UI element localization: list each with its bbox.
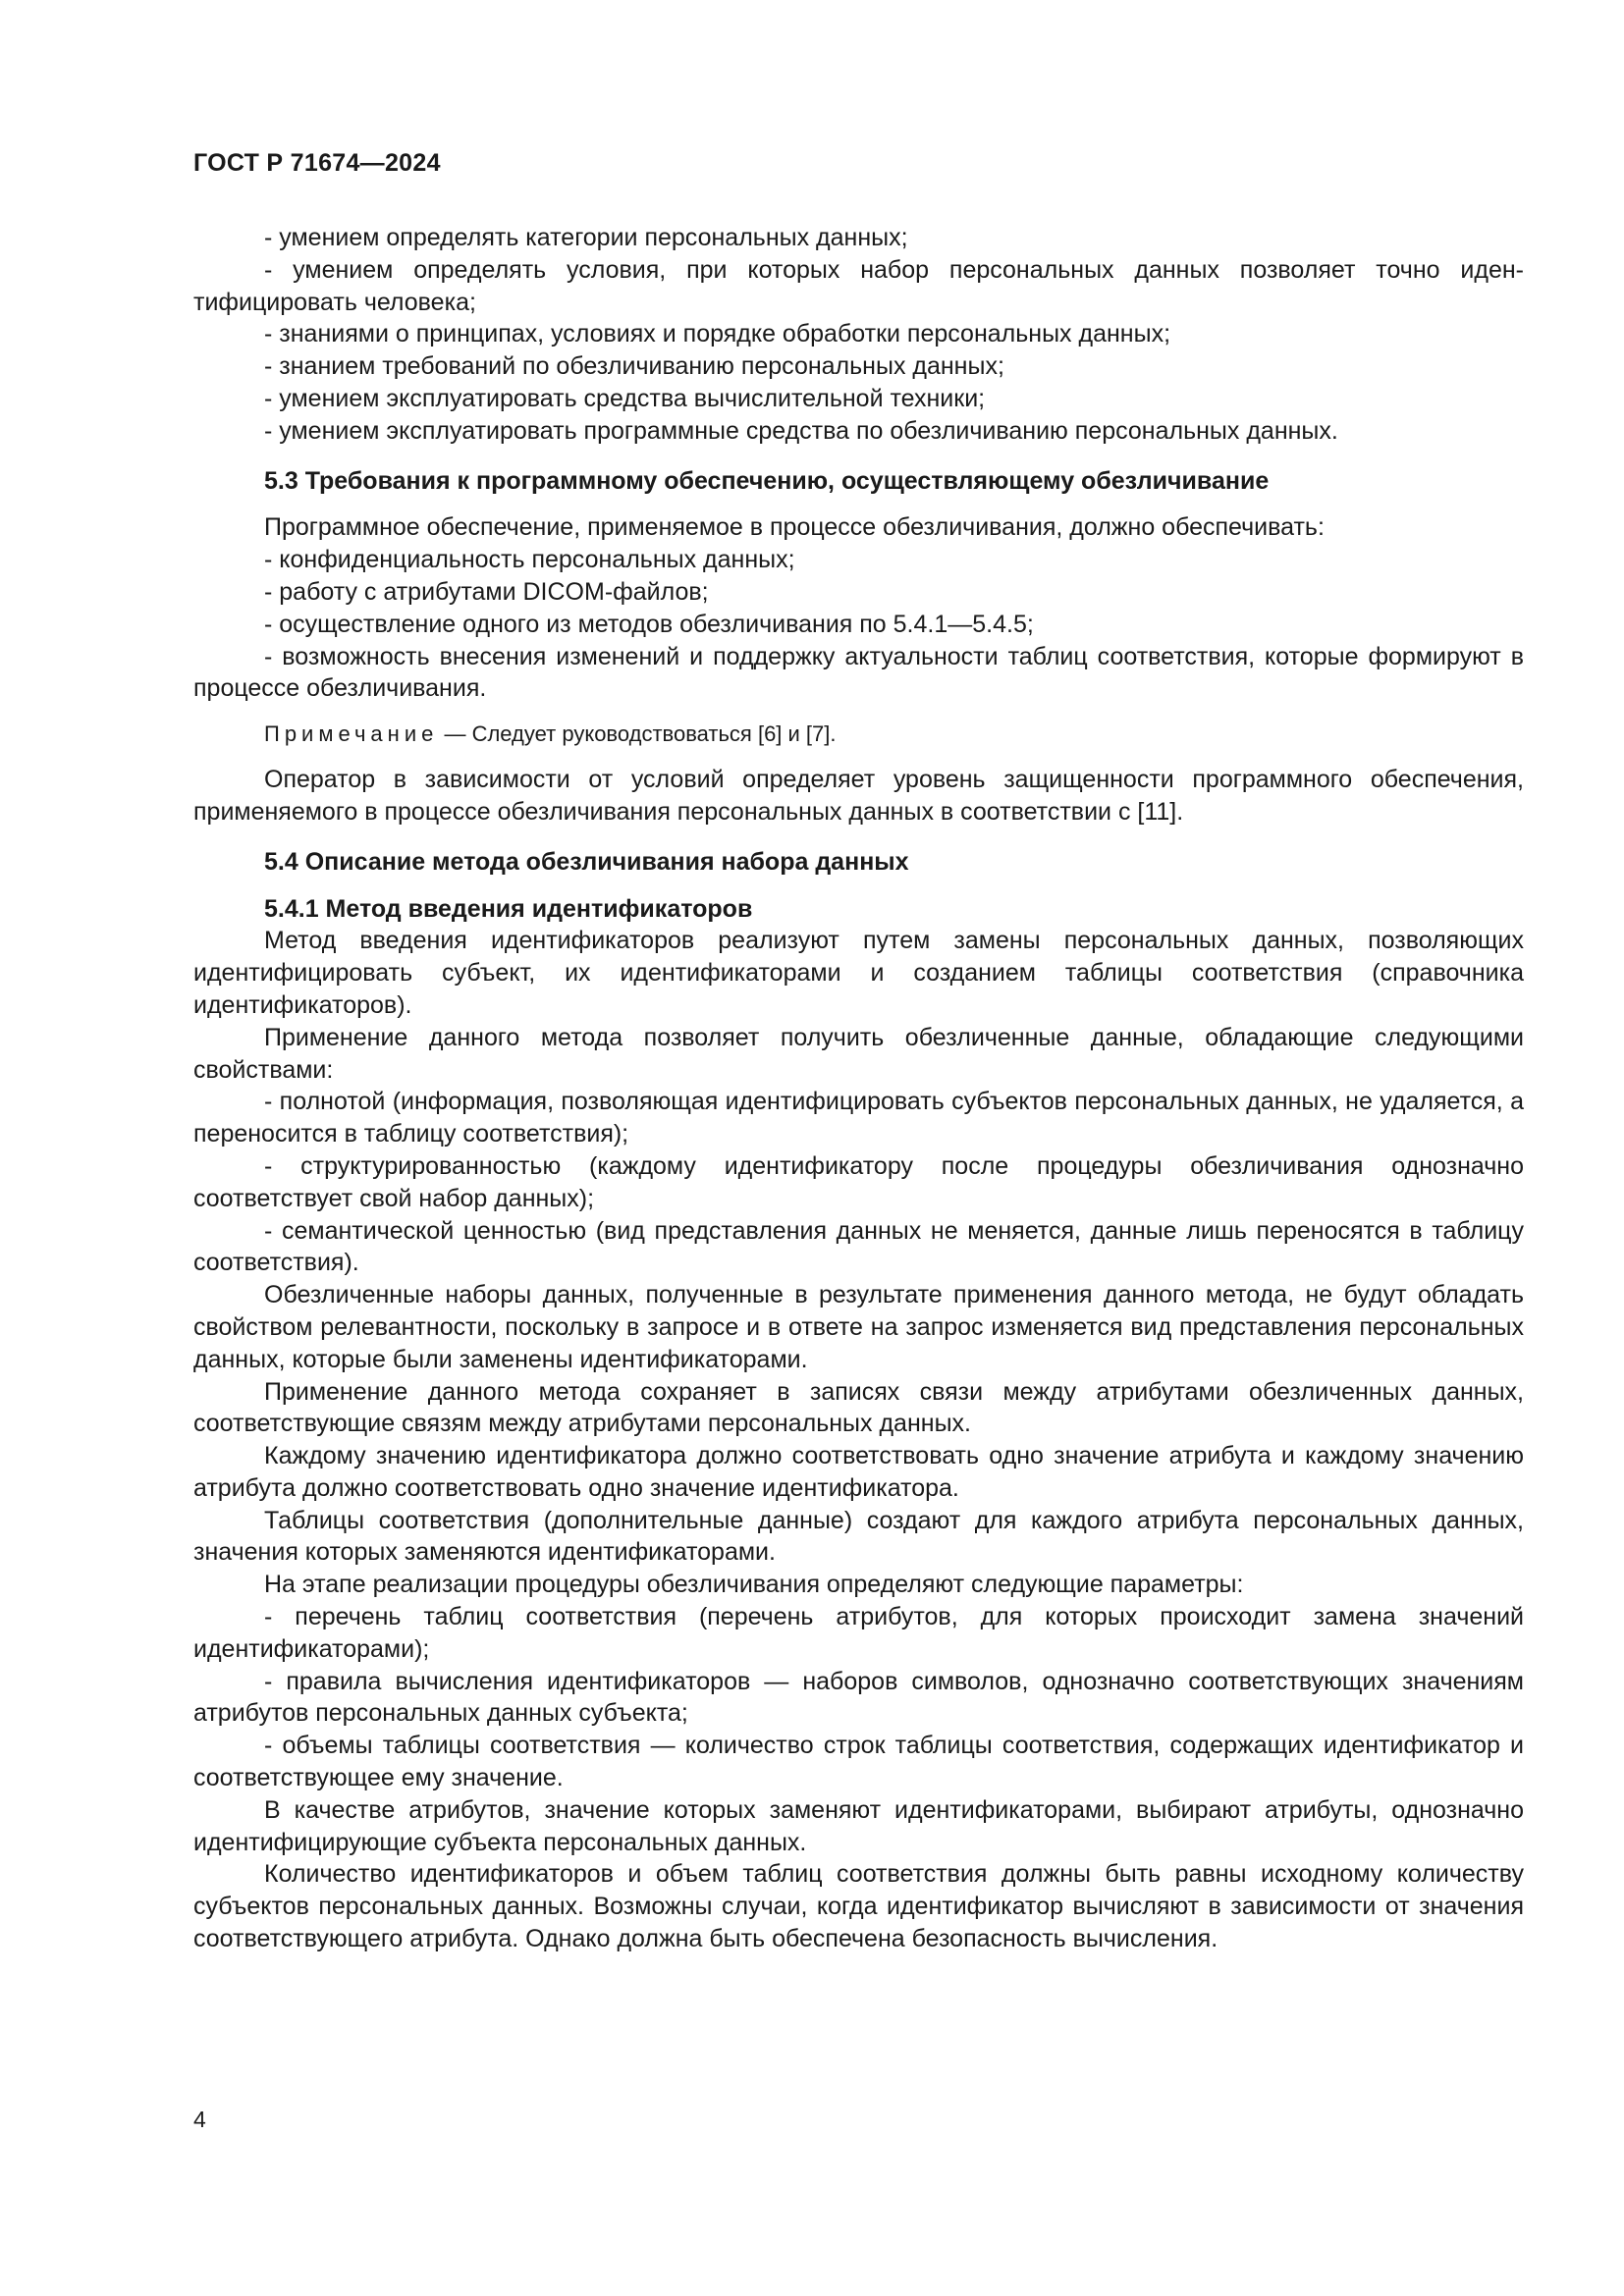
paragraph: Оператор в зависимости от условий определяет уровень защищенности программного обеспечения, применяемого в процессе обезличивания персональных данных в соответствии с [11]. [193, 766, 1524, 826]
note [193, 720, 1524, 749]
section-heading: 5.4 Описание метода обезличивания набора данных [264, 847, 909, 876]
list-item: - конфиденциальность персональных данных; [264, 546, 795, 574]
paragraph: Применение данного метода позволяет получить обезличенные данные, обладающие следующими свойствами: [193, 1023, 1524, 1084]
section-5-3 [193, 465, 1524, 828]
page-content [193, 222, 1524, 1955]
paragraph: В качестве атрибутов, значение которых заменяют идентификаторами, выбирают атрибуты, однозначно идентифицирующие субъекта персональных данных. [193, 1795, 1524, 1856]
note-text: — Следует руководствоваться [6] и [7]. [438, 721, 837, 747]
list-item: - работу с атрибутами DICOM-файлов; [264, 577, 709, 606]
list-item: - перечень таблиц соответствия (перечень атрибутов, для которых происходит замена значений идентификаторами); [193, 1603, 1524, 1663]
list-item: - правила вычисления идентификаторов — наборов символов, однозначно соответствующих значениям атрибутов персональных данных субъекта; [193, 1667, 1524, 1728]
page-number: 4 [193, 2107, 206, 2132]
subsection-heading: 5.4.1 Метод введения идентификаторов [264, 894, 753, 923]
list-item: - знаниями о принципах, условиях и порядке обработки персональных данных; [264, 320, 1171, 348]
list-item: - умением эксплуатировать средства вычислительной техники; [264, 384, 986, 412]
note-label: Примечание [264, 721, 439, 747]
list-item: - полнотой (информация, позволяющая идентифицировать субъектов персональных данных, не удаляется, а переносится в таблицу соответствия); [193, 1088, 1524, 1148]
document-id-header: ГОСТ Р 71674—2024 [193, 149, 441, 177]
competency-list [193, 222, 1524, 448]
paragraph: Программное обеспечение, применяемое в процессе обезличивания, должно обеспечивать: [264, 513, 1325, 542]
list-item: - умением определять категории персональных данных; [264, 224, 908, 251]
list-item: - умением эксплуатировать программные средства по обезличиванию персональных данных. [264, 416, 1338, 445]
paragraph: Метод введения идентификаторов реализуют путем замены персональных данных, позволяющих идентифицировать субъект, их идентификаторами и созданием таблицы соответствия (справочника идентификаторов). [193, 927, 1524, 1019]
list-item: - семантической ценностью (вид представления данных не меняется, данные лишь переносятся в таблицу соответствия). [193, 1216, 1524, 1277]
paragraph: Обезличенные наборы данных, полученные в результате применения данного метода, не будут обладать свойством релевантности, поскольку в запросе и в ответе на запрос изменяется вид представления персональных данных, которые были заменены идентификаторами. [193, 1281, 1524, 1373]
paragraph: Каждому значению идентификатора должно соответствовать одно значение атрибута и каждому значению атрибута должно соответствовать одно значение идентификатора. [193, 1442, 1524, 1502]
paragraph: Таблицы соответствия (дополнительные данные) создают для каждого атрибута персональных данных, значения которых заменяются идентификаторами. [193, 1506, 1524, 1567]
paragraph: На этапе реализации процедуры обезличивания определяют следующие параметры: [264, 1571, 1244, 1599]
section-5-4 [193, 846, 1524, 1955]
list-item: - умением определять условия, при которых набор персональных данных позволяет точно идентифицировать человека; [193, 255, 1524, 316]
list-item: - знанием требований по обезличиванию персональных данных; [264, 352, 1004, 381]
paragraph: Применение данного метода сохраняет в записях связи между атрибутами обезличенных данных, соответствующие связям между атрибутами персональных данных. [193, 1377, 1524, 1438]
list-item: - структурированностью (каждому идентификатору после процедуры обезличивания однозначно соответствует свой набор данных); [193, 1151, 1524, 1212]
list-item: - объемы таблицы соответствия — количество строк таблицы соответствия, содержащих идентификатор и соответствующее ему значение. [193, 1732, 1524, 1792]
list-item: - осуществление одного из методов обезличивания по 5.4.1—5.4.5; [264, 610, 1034, 638]
section-heading: 5.3 Требования к программному обеспечению, осуществляющему обезличивание [264, 466, 1270, 495]
list-item: - возможность внесения изменений и поддержку актуальности таблиц соответствия, которые формируют в процессе обезличивания. [193, 642, 1524, 703]
paragraph: Количество идентификаторов и объем таблиц соответствия должны быть равны исходному количеству субъектов персональных данных. Возможны случаи, когда идентификатор вычисляют в зависимости от значения соответствующего атрибута. Однако должна быть обеспечена безопасность вычисления. [193, 1860, 1524, 1953]
